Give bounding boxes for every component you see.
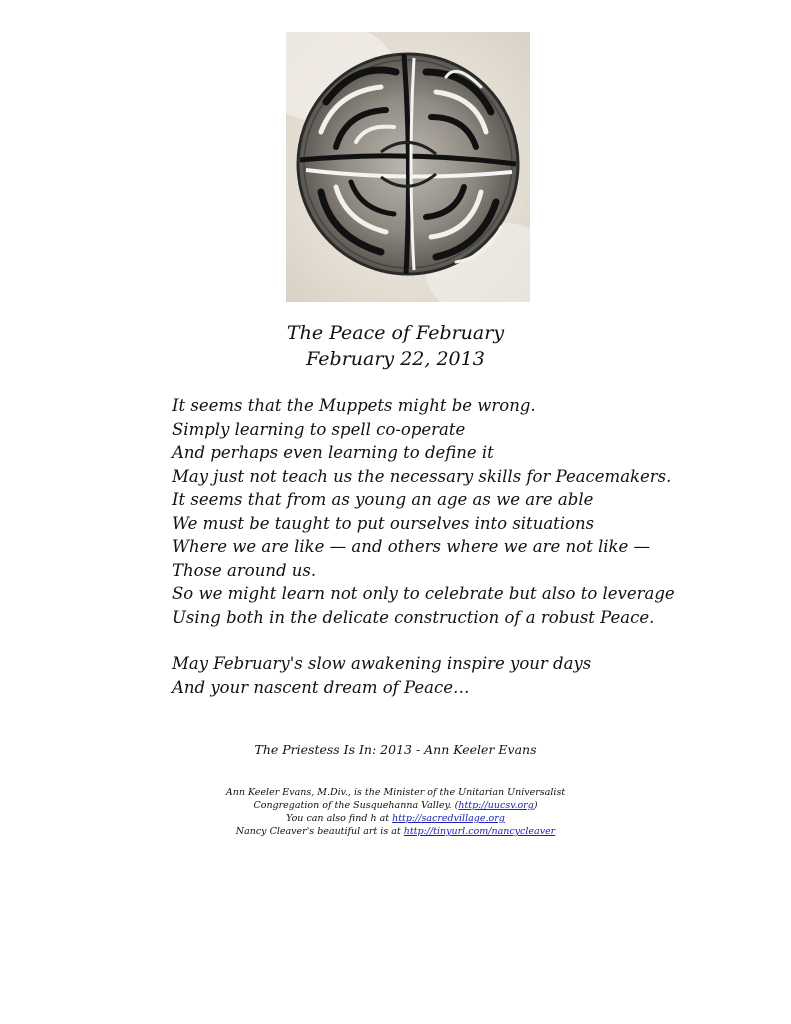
circular-ink-painting [286,32,530,302]
poem-line: So we might learn not only to celebrate but also to leverage [172,584,675,603]
footer-line-bio: Ann Keeler Evans, M.Div., is the Minister of the Unitarian Universalist [225,787,566,798]
footer-line-art [0,825,791,838]
stanza-gap [172,629,772,652]
poem-line: Using both in the delicate construction of a robust Peace. [172,607,655,627]
poem-line: May February's slow awakening inspire your days [172,654,592,673]
poem-line: Those around us. [172,560,317,580]
poem-body [172,394,772,699]
author-footer [0,786,791,838]
byline: The Priestess Is In: 2013 - Ann Keeler Evans [254,742,537,757]
poem-line: And your nascent dream of Peace… [172,677,470,697]
poem-line: It seems that the Muppets might be wrong. [172,396,536,415]
footer-line-sacredvillage [0,812,791,825]
uucsv-link[interactable]: http://uucsv.org [458,800,534,811]
poem-title-block [0,320,791,372]
poem-line: It seems that from as young an age as we are able [172,490,594,509]
footer-text: Congregation of the Susquehanna Valley. ( [253,800,459,811]
poem-line: We must be taught to put ourselves into situations [172,513,595,533]
footer-text: You can also find h at [286,813,393,824]
footer-text: ) [533,800,538,811]
nancycleaver-link[interactable]: http://tinyurl.com/nancycleaver [403,826,556,837]
poem-line: May just not teach us the necessary skills for Peacemakers. [172,466,672,486]
poem-line: Where we are like — and others where we are not like — [172,537,651,556]
footer-line-congregation [0,799,791,812]
cover-artwork [286,32,530,302]
sacredvillage-link[interactable]: http://sacredvillage.org [392,813,505,824]
poem-title: The Peace of February [286,322,505,344]
poem-date: February 22, 2013 [306,348,485,370]
poem-line: Simply learning to spell co-operate [172,419,466,439]
poem-line: And perhaps even learning to define it [172,443,494,462]
footer-text: Nancy Cleaver's beautiful art is at [235,826,404,837]
